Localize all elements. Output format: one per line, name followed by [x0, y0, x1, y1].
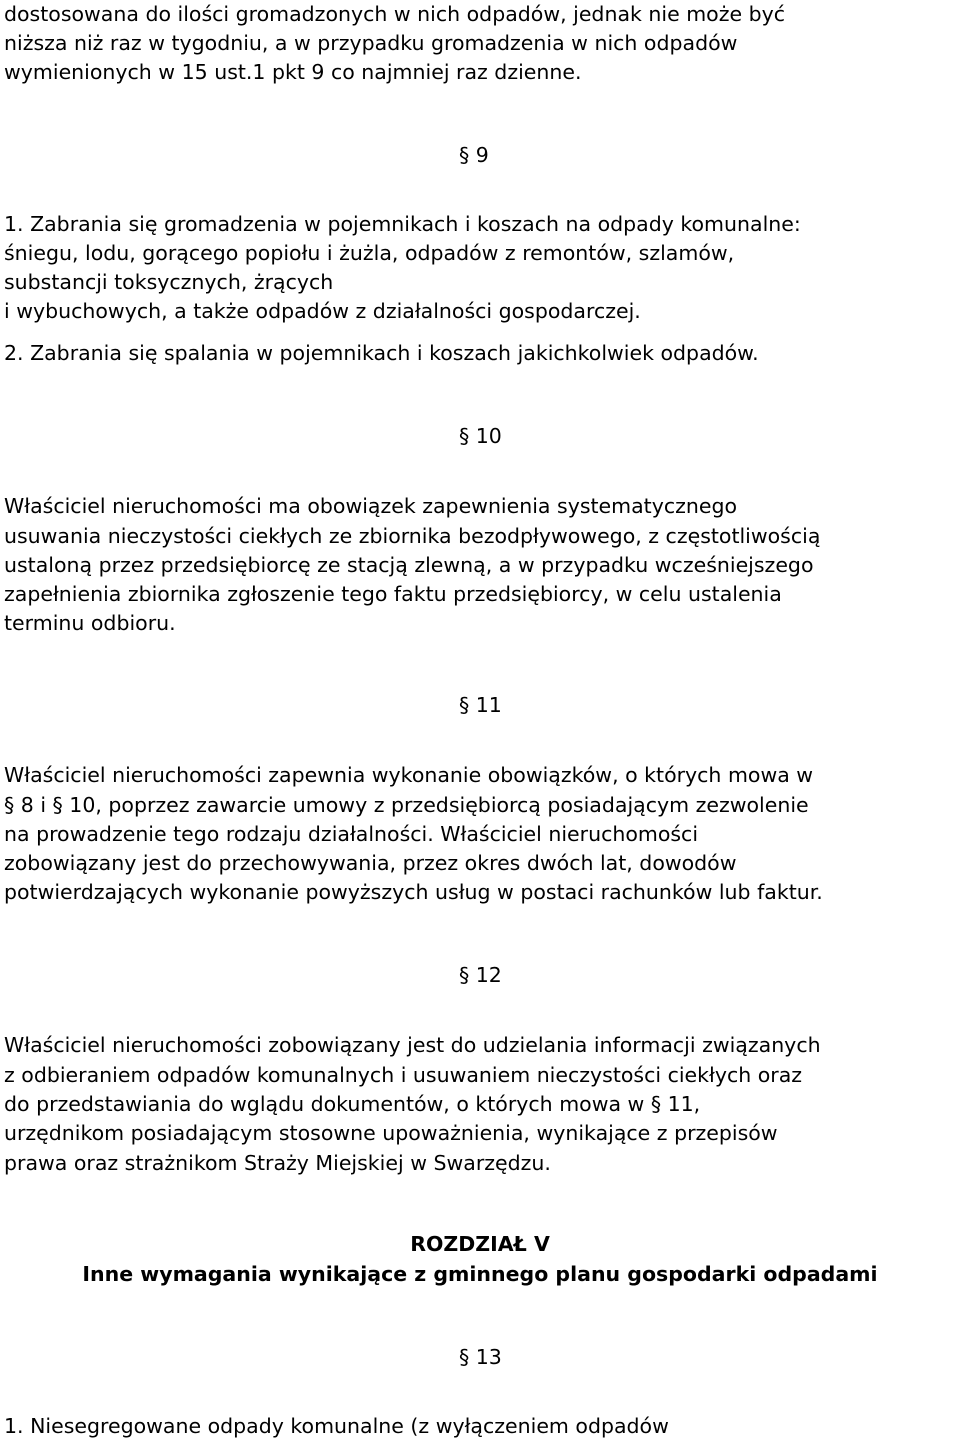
section-heading-13: § 13 [459, 1345, 502, 1369]
section-heading-12: § 12 [459, 963, 502, 987]
paragraph-line: § 8 i § 10, poprzez zawarcie umowy z przedsiębiorcą posiadającym zezwolenie [4, 793, 809, 817]
paragraph-line: urzędnikom posiadającym stosowne upoważnienia, wynikające z przepisów [4, 1121, 778, 1145]
paragraph-line: prawa oraz strażnikom Straży Miejskiej w Swarzędzu. [4, 1151, 551, 1175]
paragraph-line: do przedstawiania do wglądu dokumentów, o których mowa w § 11, [4, 1092, 701, 1116]
chapter-subtitle: Inne wymagania wynikające z gminnego planu gospodarki odpadami [82, 1262, 878, 1286]
section-heading-9: § 9 [459, 143, 489, 167]
section-heading-10: § 10 [459, 424, 502, 448]
section-heading-11: § 11 [459, 693, 502, 717]
paragraph-line: 1. Zabrania się gromadzenia w pojemnikach i koszach na odpady komunalne: [4, 212, 801, 236]
paragraph-line: Właściciel nieruchomości zobowiązany jest do udzielania informacji związanych [4, 1033, 821, 1057]
chapter-title: ROZDZIAŁ V [410, 1232, 550, 1256]
paragraph-line: zobowiązany jest do przechowywania, przez okres dwóch lat, dowodów [4, 851, 737, 875]
paragraph-line: Właściciel nieruchomości zapewnia wykonanie obowiązków, o których mowa w [4, 763, 814, 787]
paragraph-line: niższa niż raz w tygodniu, a w przypadku gromadzenia w nich odpadów [4, 31, 738, 55]
paragraph-line: ustaloną przez przedsiębiorcę ze stacją zlewną, a w przypadku wcześniejszego [4, 553, 814, 577]
paragraph-line: terminu odbioru. [4, 611, 176, 635]
paragraph-line: dostosowana do ilości gromadzonych w nich odpadów, jednak nie może być [4, 2, 786, 26]
paragraph-line: z odbieraniem odpadów komunalnych i usuwaniem nieczystości ciekłych oraz [4, 1063, 803, 1087]
paragraph-line: substancji toksycznych, żrących [4, 270, 334, 294]
paragraph-line: śniegu, lodu, gorącego popiołu i żużla, odpadów z remontów, szlamów, [4, 241, 735, 265]
paragraph-line: potwierdzających wykonanie powyższych usług w postaci rachunków lub faktur. [4, 880, 823, 904]
paragraph-line: 1. Niesegregowane odpady komunalne (z wyłączeniem odpadów [4, 1414, 669, 1438]
paragraph-line: na prowadzenie tego rodzaju działalności. Właściciel nieruchomości [4, 822, 699, 846]
paragraph-line: usuwania nieczystości ciekłych ze zbiornika bezodpływowego, z częstotliwością [4, 524, 821, 548]
paragraph-line: zapełnienia zbiornika zgłoszenie tego faktu przedsiębiorcy, w celu ustalenia [4, 582, 782, 606]
paragraph-line: 2. Zabrania się spalania w pojemnikach i koszach jakichkolwiek odpadów. [4, 341, 759, 365]
paragraph-line: Właściciel nieruchomości ma obowiązek zapewnienia systematycznego [4, 494, 738, 518]
paragraph-line: wymienionych w 15 ust.1 pkt 9 co najmniej raz dzienne. [4, 60, 582, 84]
paragraph-line: i wybuchowych, a także odpadów z działalności gospodarczej. [4, 299, 641, 323]
